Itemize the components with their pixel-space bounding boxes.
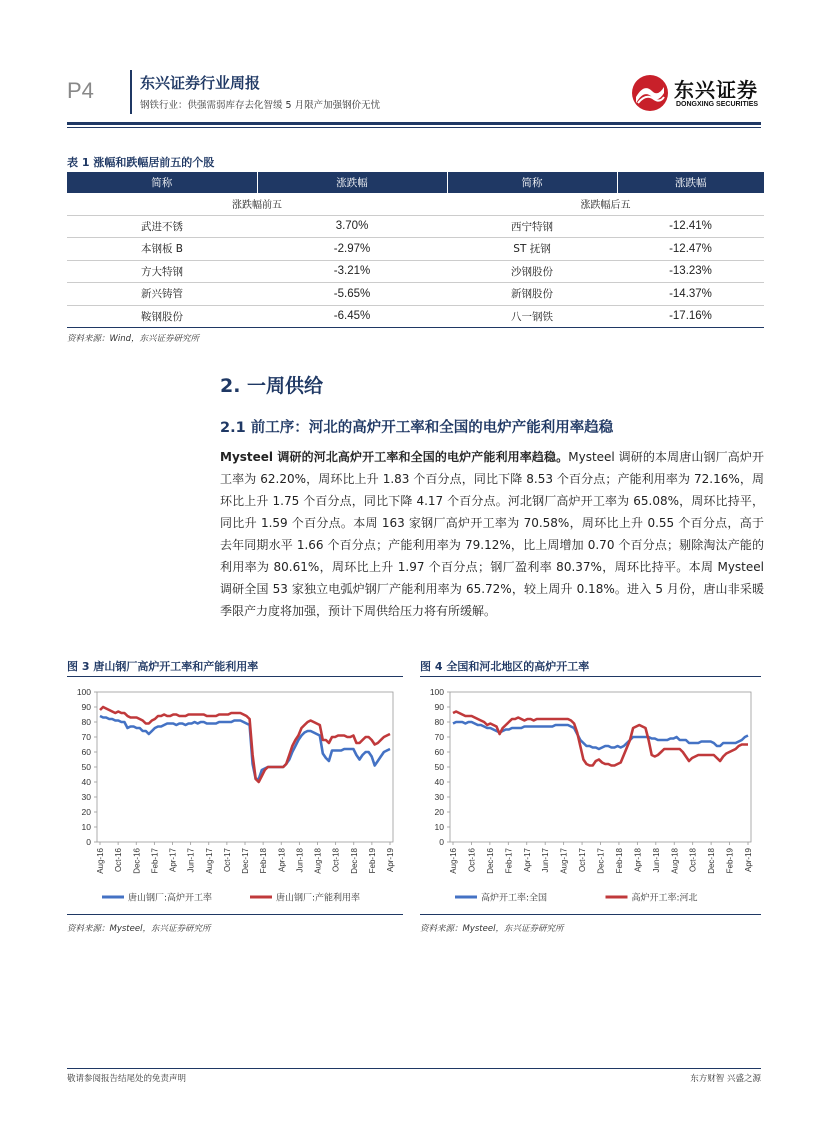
- x-tick-label: Oct-18: [331, 848, 341, 873]
- stock-change: -5.65%: [257, 283, 447, 306]
- y-tick-label: 80: [81, 717, 91, 727]
- y-tick-label: 30: [81, 792, 91, 802]
- stock-name: 新钢股份: [447, 283, 617, 306]
- stock-change: -12.41%: [617, 215, 764, 238]
- x-tick-label: Feb-17: [504, 848, 514, 874]
- x-tick-label: Dec-18: [707, 848, 717, 874]
- figure3-caption: 图 3 唐山钢厂高炉开工率和产能利用率: [67, 660, 259, 673]
- x-tick-label: Apr-17: [168, 848, 178, 873]
- stock-change: -6.45%: [257, 305, 447, 328]
- x-tick-label: Aug-16: [96, 848, 105, 874]
- stock-name: 西宁特钢: [447, 215, 617, 238]
- paragraph-body: Mysteel 调研的本周唐山钢厂高炉开工率为 62.20%，周环比上升 1.83 个百分点，同比下降 8.53 个百分点；产能利用率为 72.16%，周环比上升 1.75 个百分点，同比下降 4.17 个百分点。河北钢厂高炉开工率为 65.08%，周环比持平，同比升 1.59 个百分点。本周 163 家钢厂高炉开工率为 70.58%，周环比上升 0.55 个百分点，高于去年同期水平 1.66 个百分点；产能利用率为 79.12%，比上周增加 0.70 个百分点；剔除淘汰产能的利用率为 80.61%，周环比上升 1.97 个百分点；钢厂盈利率 80.37%，周环比持平。本周 Mysteel 调研全国 53 家独立电弧炉钢厂产能利用率为 65.72%，较上周升 0.18%。进入 5 月份，唐山非采暖季限产力度将加强，预计下周供给压力将有所缓解。: [220, 450, 765, 618]
- stock-change: -2.97%: [257, 238, 447, 261]
- x-tick-label: Oct-17: [578, 848, 588, 873]
- page-number: P4: [67, 78, 94, 103]
- x-tick-label: Jun-17: [186, 848, 196, 873]
- subsection-title: 2.1 前工序：河北的高炉开工率和全国的电炉产能利用率趋稳: [220, 420, 614, 436]
- series-line-2: [100, 707, 390, 782]
- figure4-bottom-rule: [420, 914, 761, 915]
- y-tick-label: 70: [81, 732, 91, 742]
- y-tick-label: 10: [81, 822, 91, 832]
- col-header-name-left: 简称: [67, 172, 257, 193]
- y-tick-label: 20: [81, 807, 91, 817]
- table-bottom-rule: [67, 327, 764, 328]
- figure4-source: 资料来源：Mysteel，东兴证券研究所: [420, 924, 564, 934]
- y-tick-label: 100: [76, 687, 91, 697]
- y-tick-label: 50: [434, 762, 444, 772]
- x-tick-label: Oct-18: [688, 848, 698, 873]
- x-tick-label: Dec-18: [349, 848, 359, 874]
- logo-text: 东兴证券: [674, 78, 758, 102]
- y-tick-label: 90: [434, 702, 444, 712]
- stock-name: 方大特钢: [67, 260, 257, 283]
- dongxing-logo-icon: [630, 73, 670, 113]
- figure3-rule: [67, 676, 403, 677]
- x-tick-label: Dec-17: [596, 848, 606, 874]
- legend-label: 唐山钢厂:高炉开工率: [128, 893, 213, 904]
- logo-english: DONGXING SECURITIES: [676, 101, 759, 108]
- stock-name: 沙钢股份: [447, 260, 617, 283]
- stock-name: 武进不锈: [67, 215, 257, 238]
- legend-label: 唐山钢厂:产能利用率: [276, 893, 361, 904]
- group-label-bottom5: 涨跌幅后五: [447, 193, 764, 215]
- y-tick-label: 0: [86, 837, 91, 847]
- stock-change: -17.16%: [617, 305, 764, 328]
- x-tick-label: Oct-16: [467, 848, 477, 873]
- x-tick-label: Aug-16: [449, 848, 458, 874]
- x-tick-label: Feb-17: [150, 848, 160, 874]
- x-tick-label: Aug-17: [204, 848, 214, 874]
- x-tick-label: Oct-17: [222, 848, 232, 873]
- y-tick-label: 0: [439, 837, 444, 847]
- y-tick-label: 80: [434, 717, 444, 727]
- legend-label: 高炉开工率:河北: [631, 893, 698, 904]
- figure4-rule: [420, 676, 761, 677]
- y-tick-label: 40: [434, 777, 444, 787]
- x-tick-label: Jun-18: [295, 848, 305, 873]
- series-line-1: [100, 716, 390, 779]
- header-rule-thin: [67, 127, 761, 128]
- col-header-change-left: 涨跌幅: [257, 172, 447, 193]
- y-tick-label: 10: [434, 822, 444, 832]
- x-tick-label: Dec-16: [132, 848, 142, 874]
- legend-label: 高炉开工率:全国: [481, 893, 548, 904]
- table-row: [67, 260, 764, 283]
- report-subtitle: 钢铁行业：供强需弱库存去化智缓 5 月限产加强钢价无忧: [140, 100, 381, 111]
- figure3-bottom-rule: [67, 914, 403, 915]
- chart-tangshan: [67, 680, 403, 912]
- y-tick-label: 30: [434, 792, 444, 802]
- x-tick-label: Aug-17: [559, 848, 569, 874]
- x-tick-label: Dec-16: [485, 848, 495, 874]
- table-row: [67, 238, 764, 261]
- header-divider: [130, 70, 132, 114]
- x-tick-label: Feb-18: [259, 848, 269, 874]
- x-tick-label: Apr-17: [522, 848, 532, 873]
- x-tick-label: Feb-19: [367, 848, 377, 874]
- stock-change: -3.21%: [257, 260, 447, 283]
- chart-national-hebei: [420, 680, 761, 912]
- stock-change: -12.47%: [617, 238, 764, 261]
- x-tick-label: Aug-18: [670, 848, 680, 874]
- report-title: 东兴证券行业周报: [140, 74, 261, 92]
- y-tick-label: 60: [81, 747, 91, 757]
- footer-slogan: 东方财智 兴盛之源: [690, 1074, 761, 1084]
- body-paragraph: [220, 446, 764, 622]
- x-tick-label: Apr-18: [277, 848, 287, 873]
- y-tick-label: 70: [434, 732, 444, 742]
- table-row: [67, 283, 764, 306]
- stock-change: 3.70%: [257, 215, 447, 238]
- footer-disclaimer: 敬请参阅报告结尾处的免责声明: [67, 1074, 187, 1084]
- y-tick-label: 90: [81, 702, 91, 712]
- table-source: 资料来源：Wind，东兴证券研究所: [67, 334, 200, 344]
- table-row: [67, 305, 764, 328]
- series-line-2: [453, 712, 748, 766]
- x-tick-label: Apr-19: [744, 848, 753, 873]
- stock-name: 鞍钢股份: [67, 305, 257, 328]
- x-tick-label: Apr-18: [633, 848, 643, 873]
- group-label-top5: 涨跌幅前五: [67, 193, 447, 215]
- stock-name: 本钢板 B: [67, 238, 257, 261]
- footer-rule: [67, 1068, 761, 1069]
- stock-name: 八一钢铁: [447, 305, 617, 328]
- stock-change: -13.23%: [617, 260, 764, 283]
- stock-change: -14.37%: [617, 283, 764, 306]
- header-rule: [67, 122, 761, 125]
- x-tick-label: Feb-18: [614, 848, 624, 874]
- y-tick-label: 20: [434, 807, 444, 817]
- stock-name: 新兴铸管: [67, 283, 257, 306]
- stock-name: ST 抚钢: [447, 238, 617, 261]
- figure4-caption: 图 4 全国和河北地区的高炉开工率: [420, 660, 590, 673]
- x-tick-label: Oct-16: [114, 848, 124, 873]
- y-tick-label: 40: [81, 777, 91, 787]
- table-group-row: [67, 193, 764, 215]
- table-header-row: [67, 172, 764, 193]
- y-tick-label: 50: [81, 762, 91, 772]
- col-header-change-right: 涨跌幅: [617, 172, 764, 193]
- section-title: 2. 一周供给: [220, 375, 324, 397]
- x-tick-label: Jun-18: [651, 848, 661, 873]
- x-tick-label: Aug-18: [313, 848, 323, 874]
- col-header-name-right: 简称: [447, 172, 617, 193]
- figure3-source: 资料来源：Mysteel，东兴证券研究所: [67, 924, 211, 934]
- table-row: [67, 215, 764, 238]
- x-tick-label: Apr-19: [386, 848, 395, 873]
- x-tick-label: Feb-19: [725, 848, 735, 874]
- top-bottom-stocks-table: [67, 172, 764, 328]
- plot-frame: [450, 692, 751, 842]
- paragraph-lead: Mysteel 调研的河北高炉开工率和全国的电炉产能利用率趋稳。: [220, 450, 569, 464]
- y-tick-label: 60: [434, 747, 444, 757]
- y-tick-label: 100: [429, 687, 444, 697]
- table-caption: 表 1 涨幅和跌幅居前五的个股: [67, 156, 215, 169]
- x-tick-label: Dec-17: [241, 848, 250, 874]
- x-tick-label: Jun-17: [541, 848, 551, 873]
